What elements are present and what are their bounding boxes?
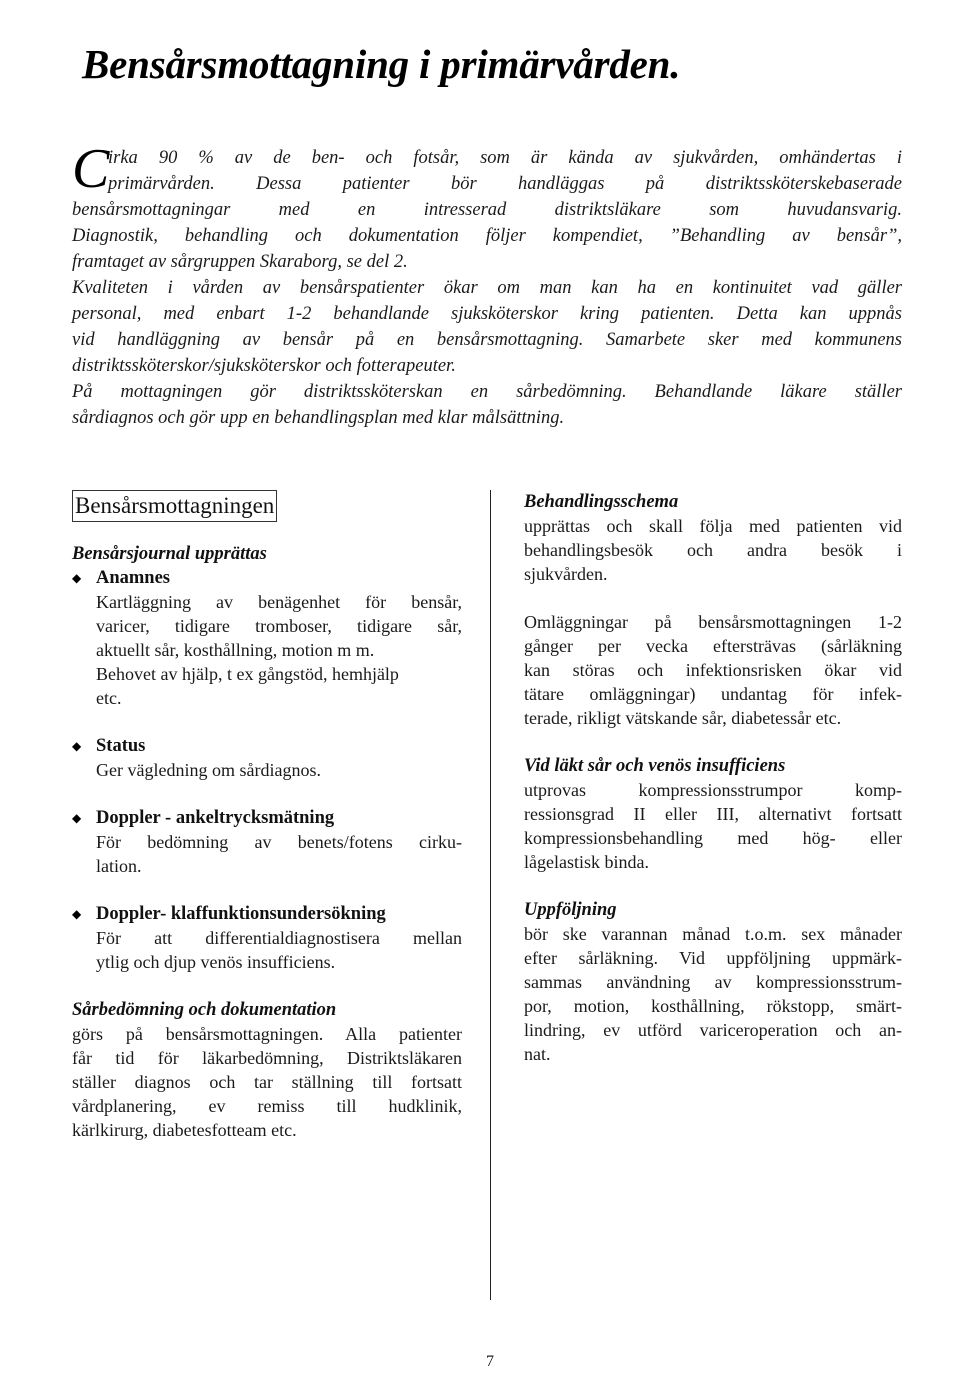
text-line: sjukvården. (524, 564, 608, 584)
bullet-title: Status (96, 736, 146, 756)
intro-line: vid handläggning av bensår på en bensårsmottagning. Samarbete sker med kommunens (72, 330, 902, 350)
spacer (72, 878, 462, 902)
schema-heading: Behandlingsschema (524, 492, 679, 512)
text-line: lation. (96, 856, 142, 876)
venous-heading: Vid läkt sår och venös insufficiens (524, 756, 786, 776)
left-column (72, 490, 462, 1142)
spacer (72, 974, 462, 998)
text-line: upprättas och skall följa med patienten vid (524, 516, 902, 536)
bullet-text (96, 830, 462, 878)
bullet-body (96, 902, 462, 974)
text-line: terade, rikligt vätskande sår, diabetessår etc. (524, 708, 842, 728)
text-line: varicer, tidigare tromboser, tidigare sår, (96, 616, 462, 636)
intro-line: primärvården. Dessa patienter bör handläggas på distriktssköterskebaserade (108, 174, 902, 194)
text-line: får tid för läkarbedömning, Distriktsläkaren (72, 1048, 462, 1068)
spacer (72, 782, 462, 806)
intro-line: bensårsmottagningar med en intresserad distriktsläkare som huvudansvarig. (72, 200, 902, 220)
text-line: vårdplanering, ev remiss till hudklinik, (72, 1096, 462, 1116)
intro-paragraph (72, 138, 902, 431)
intro-line: framtaget av sårgruppen Skaraborg, se del 2. (72, 252, 408, 272)
assessment-text (72, 1022, 462, 1142)
bullet-title: Doppler - ankeltrycksmätning (96, 808, 335, 828)
text-line: För att differentialdiagnostisera mellan (96, 928, 462, 948)
text-line: lågelastisk binda. (524, 852, 649, 872)
text-line: kompressionsbehandling med hög- eller (524, 828, 902, 848)
diamond-bullet-icon: ◆ (72, 571, 82, 585)
text-line: por, motion, kosthållning, rökstopp, smärt- (524, 996, 902, 1016)
text-line: behandlingsbesök och andra besök i (524, 540, 902, 560)
bullet-doppler-ankel (72, 806, 462, 878)
text-line: sammas användning av kompressionsstrum- (524, 972, 902, 992)
page-title: Bensårsmottagning i primärvården. (82, 41, 681, 87)
intro-dropcap-row (72, 138, 902, 200)
text-line: bör ske varannan månad t.o.m. sex månader (524, 924, 902, 944)
bullet-body (96, 734, 462, 782)
drop-cap: C (72, 138, 110, 200)
bullet-status (72, 734, 462, 782)
bullet-body (96, 806, 462, 878)
intro-line: sårdiagnos och gör upp en behandlingsplan med klar målsättning. (72, 408, 565, 428)
assessment-heading: Sårbedömning och dokumentation (72, 1000, 337, 1020)
followup-heading: Uppföljning (524, 900, 617, 920)
schema-text (524, 514, 902, 586)
diamond-bullet-icon: ◆ (72, 739, 82, 753)
bullet-anamnes (72, 566, 462, 710)
boxed-section-title: Bensårsmottagningen (72, 490, 277, 522)
text-line: För bedömning av benets/fotens cirku- (96, 832, 462, 852)
spacer (72, 710, 462, 734)
right-column (524, 490, 902, 1066)
page-number: 7 (486, 1353, 494, 1370)
intro-line: Kvaliteten i vården av bensårspatienter ökar om man kan ha en kontinuitet vad gäller (72, 278, 902, 298)
bullet-text (96, 926, 462, 974)
intro-line: personal, med enbart 1-2 behandlande sjuksköterskor kring patienten. Detta kan uppnås (72, 304, 902, 324)
text-line: aktuellt sår, kosthållning, motion m m. (96, 640, 375, 660)
text-line: utprovas kompressionsstrumpor komp- (524, 780, 902, 800)
text-line: Ger vägledning om sårdiagnos. (96, 760, 321, 780)
text-line: ytlig och djup venös insufficiens. (96, 952, 336, 972)
text-line: Kartläggning av benägenhet för bensår, (96, 592, 462, 612)
text-line: kan störas och infektionsrisken ökar vid (524, 660, 902, 680)
bullet-title: Doppler- klaffunktionsundersökning (96, 904, 386, 924)
text-line: nat. (524, 1044, 551, 1064)
intro-line: Diagnostik, behandling och dokumentation följer kompendiet, ”Behandling av bensår”, (72, 226, 902, 246)
text-line: etc. (96, 688, 122, 708)
bullet-title: Anamnes (96, 568, 171, 588)
text-line: Omläggningar på bensårsmottagningen 1-2 (524, 612, 902, 632)
bullet-text (96, 758, 462, 782)
text-line: lindring, ev utförd variceroperation och an- (524, 1020, 902, 1040)
text-line: efter sårläkning. Vid uppföljning uppmärk- (524, 948, 902, 968)
diamond-bullet-icon: ◆ (72, 907, 82, 921)
bullet-text (96, 590, 462, 710)
spacer (524, 730, 902, 754)
text-line: Behovet av hjälp, t ex gångstöd, hemhjälp (96, 664, 399, 684)
intro-line: På mottagningen gör distriktssköterskan en sårbedömning. Behandlande läkare ställer (72, 382, 902, 402)
dressing-text (524, 610, 902, 730)
text-line: tätare omläggningar) undantag för infek- (524, 684, 902, 704)
bullet-doppler-klaff (72, 902, 462, 974)
journal-heading: Bensårsjournal upprättas (72, 544, 267, 564)
boxed-title-wrap (72, 490, 462, 522)
column-divider (490, 490, 491, 1300)
intro-line: distriktssköterskor/sjuksköterskor och fotterapeuter. (72, 356, 456, 376)
text-line: ställer diagnos och tar ställning till fortsatt (72, 1072, 462, 1092)
text-line: gånger per vecka eftersträvas (sårläkning (524, 636, 902, 656)
text-line: kärlkirurg, diabetesfotteam etc. (72, 1120, 297, 1140)
spacer (524, 874, 902, 898)
venous-text (524, 778, 902, 874)
intro-line: irka 90 % av de ben- och fotsår, som är kända av sjukvården, omhändertas i (108, 148, 902, 168)
followup-text (524, 922, 902, 1066)
text-line: ressionsgrad II eller III, alternativt fortsatt (524, 804, 902, 824)
bullet-body (96, 566, 462, 710)
diamond-bullet-icon: ◆ (72, 811, 82, 825)
spacer (524, 586, 902, 610)
text-line: görs på bensårsmottagningen. Alla patienter (72, 1024, 462, 1044)
